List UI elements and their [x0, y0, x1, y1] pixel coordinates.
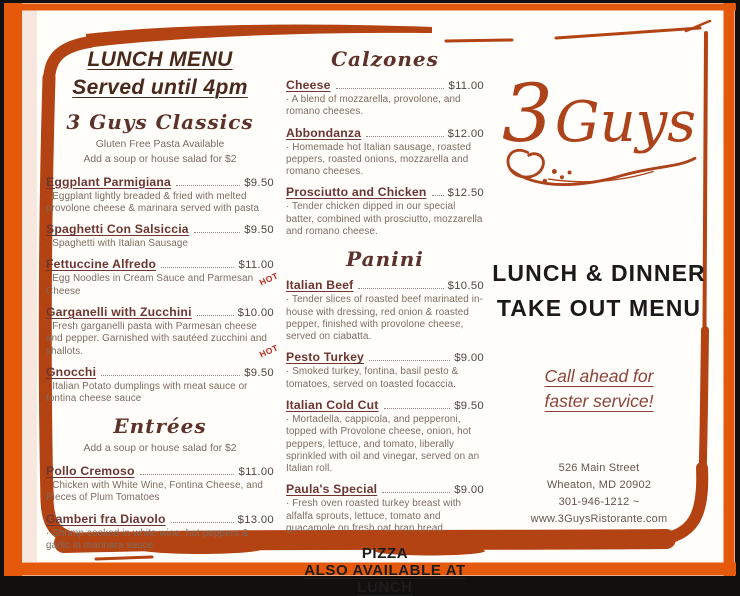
heading-lunch-menu: LUNCH MENU — [87, 48, 233, 71]
section-note: Add a soup or house salad for $2 — [83, 443, 237, 455]
menu-item-description: · Smoked turkey, fontina, basil pesto & tomatoes, served on toasted focaccia. — [286, 366, 459, 390]
left-sections — [46, 110, 274, 552]
dotted-leader — [384, 408, 451, 409]
menu-item — [286, 398, 484, 475]
restaurant-logo — [492, 67, 706, 205]
menu-item — [46, 464, 274, 505]
menu-item-price: $9.50 — [244, 366, 274, 379]
call-ahead-callout — [492, 364, 706, 413]
menu-item-row — [286, 482, 484, 496]
section-title: Panini — [346, 247, 424, 272]
menu-item-price: $9.00 — [454, 352, 484, 365]
dotted-leader — [197, 315, 234, 316]
menu-item-row — [257, 342, 484, 365]
menu-item-description: · A blend of mozzarella, provolone, and romano cheeses. — [286, 94, 461, 118]
takeout-subtitle — [492, 256, 706, 325]
menu-item-description: · Egg Noodles in Cream Sauce and Parmesan Cheese — [46, 273, 254, 297]
section-note: Gluten Free Pasta Available — [95, 139, 225, 151]
menu-item-name: Eggplant Parmigiana — [46, 174, 172, 189]
menu-item-row — [46, 512, 274, 526]
menu-item-description: · Fresh garganelli pasta with Parmesan cheese and pepper. Garnished with sautéed zucchini and shallots. — [46, 320, 267, 357]
menu-item-row — [286, 126, 484, 140]
dotted-leader — [382, 492, 450, 493]
menu-item — [286, 126, 484, 179]
menu-item-name: Cheese — [286, 78, 331, 92]
section-title: Calzones — [331, 47, 439, 71]
callout-line2: faster service! — [544, 390, 654, 411]
pizza-footer — [286, 545, 484, 596]
menu-item-price: $12.00 — [447, 127, 484, 140]
menu-item-name: Spaghetti Con Salsiccia — [46, 222, 189, 237]
address-street: 526 Main Street — [558, 461, 640, 474]
menu-item-row — [46, 175, 274, 189]
menu-item — [46, 365, 274, 406]
menu-item-name: Fettuccine Alfredo — [46, 257, 157, 272]
menu-item-price: $11.00 — [238, 465, 274, 478]
left-column — [46, 46, 274, 552]
subtitle-take-out: TAKE OUT MENU — [496, 294, 702, 321]
menu-item-row — [46, 305, 274, 319]
dotted-leader — [161, 267, 234, 268]
menu-item-description: · Tender slices of roasted beef marinated in-house with dressing, red onion & roasted pepper, finished with provolone cheese, served on ciabatta. — [286, 294, 483, 343]
menu-item — [257, 270, 484, 343]
menu-item — [46, 257, 274, 298]
menu-item-price: $9.00 — [454, 484, 484, 497]
logo-number: 3 — [501, 67, 553, 160]
menu-section — [46, 414, 274, 552]
middle-sections — [257, 47, 484, 535]
menu-item-description: · Tender chicken dipped in our special batter, combined with prosciutto, mozzarella and romano cheese. — [286, 201, 483, 237]
section-title: 3 Guys Classics — [66, 110, 254, 135]
heading-served-until: Served until 4pm — [72, 75, 248, 99]
menu-item-row — [286, 185, 484, 199]
menu-item-description: · Mortadella, cappicola, and pepperoni, topped with Provolone cheese, onion, hot peppers, lettuce, and tomato, liberally sprinkled with oil and vinegar, served on an Italian roll. — [286, 413, 480, 475]
menu-item-price: $11.00 — [238, 259, 274, 272]
menu-item — [46, 512, 274, 553]
menu-item-price: $11.00 — [448, 80, 484, 92]
menu-item-description: · Spaghetti with Italian Sausage — [46, 238, 189, 250]
section-title: Entrées — [113, 414, 207, 439]
hot-badge: HOT — [257, 342, 280, 360]
menu-item-name: Garganelli with Zucchini — [46, 304, 192, 319]
menu-item-name: Pollo Cremoso — [46, 463, 135, 478]
dotted-leader — [336, 88, 445, 89]
logo-flourish-icon — [492, 124, 706, 205]
middle-column — [257, 38, 484, 596]
dotted-leader — [101, 375, 240, 376]
dotted-leader — [366, 136, 444, 137]
menu-item-price: $9.50 — [454, 399, 484, 412]
dotted-leader — [358, 288, 443, 289]
menu-item-row — [46, 257, 274, 271]
menu-section — [46, 110, 274, 405]
menu-item — [286, 482, 484, 535]
menu-item — [46, 305, 274, 358]
address-city: Wheaton, MD 20902 — [546, 478, 652, 491]
menu-item-name: Italian Cold Cut — [286, 397, 379, 412]
menu-item-price: $9.50 — [244, 176, 274, 189]
logo-word: Guys — [554, 90, 697, 155]
section-note: Add a soup or house salad for $2 — [83, 154, 237, 165]
hot-badge: HOT — [257, 270, 280, 288]
menu-section — [286, 47, 484, 238]
menu-item-name: Gnocchi — [46, 364, 97, 379]
menu-item-name: Italian Beef — [286, 278, 354, 293]
menu-item-row — [46, 464, 274, 478]
menu-item-name: Prosciutto and Chicken — [286, 185, 427, 200]
menu-item-description: · Fresh oven roasted turkey breast with alfalfa sprouts, lettuce, tomato and guacamole on fresh oat bran bread. — [286, 498, 462, 534]
menu-item-price: $10.50 — [447, 280, 484, 293]
dotted-leader — [432, 195, 444, 196]
menu-item — [286, 78, 484, 119]
callout-line1: Call ahead for — [544, 366, 654, 386]
menu-section — [257, 247, 484, 535]
menu-item-name: Abbondanza — [286, 125, 362, 140]
menu-item-price: $9.50 — [244, 224, 274, 237]
menu-item-name: Pesto Turkey — [286, 350, 365, 365]
subtitle-lunch-dinner: LUNCH & DINNER — [492, 260, 706, 286]
dotted-leader — [176, 185, 240, 186]
dotted-leader — [171, 522, 234, 523]
menu-item-row — [46, 365, 274, 379]
menu-item-price: $12.50 — [447, 187, 484, 200]
address-block — [492, 460, 706, 528]
menu-item-name: Gamberi fra Diavolo — [46, 511, 166, 526]
dotted-leader — [194, 232, 240, 233]
menu-item-description: · Italian Potato dumplings with meat sauce or fontina cheese sauce — [46, 380, 248, 405]
menu-item-row — [286, 78, 484, 92]
menu-item-row — [46, 222, 274, 236]
menu-item-description: · Chicken with White Wine, Fontina Cheese, and Pieces of Plum Tomatoes — [46, 479, 264, 504]
pizza-available-label: ALSO AVAILABLE AT LUNCH — [304, 562, 466, 596]
menu-item-name: Paula's Special — [286, 482, 378, 497]
menu-item-price: $13.00 — [237, 513, 274, 526]
menu-item-description: · Shrimp cooked in white wine, hot peppers & garlic in marinara sauce — [46, 527, 249, 551]
menu-item — [46, 222, 274, 250]
pizza-label: PIZZA — [361, 545, 409, 563]
menu-item-row — [257, 270, 484, 293]
menu-item-description: · Eggplant lightly breaded & fried with melted provolone cheese & marinara served with pasta — [46, 190, 260, 214]
menu-item-price: $10.00 — [237, 306, 274, 319]
right-column — [492, 56, 706, 530]
address-phone-web: 301-946-1212 ~ www.3GuysRistorante.com — [530, 495, 668, 525]
menu-item-description: · Homemade hot Italian sausage, roasted peppers, roasted onions, mozzarella and romano cheeses. — [286, 141, 472, 178]
menu-item — [46, 175, 274, 216]
lunch-menu-heading — [46, 46, 274, 101]
menu-item-row — [286, 398, 484, 412]
menu-item — [286, 185, 484, 238]
dotted-leader — [140, 474, 235, 475]
dotted-leader — [369, 360, 450, 361]
